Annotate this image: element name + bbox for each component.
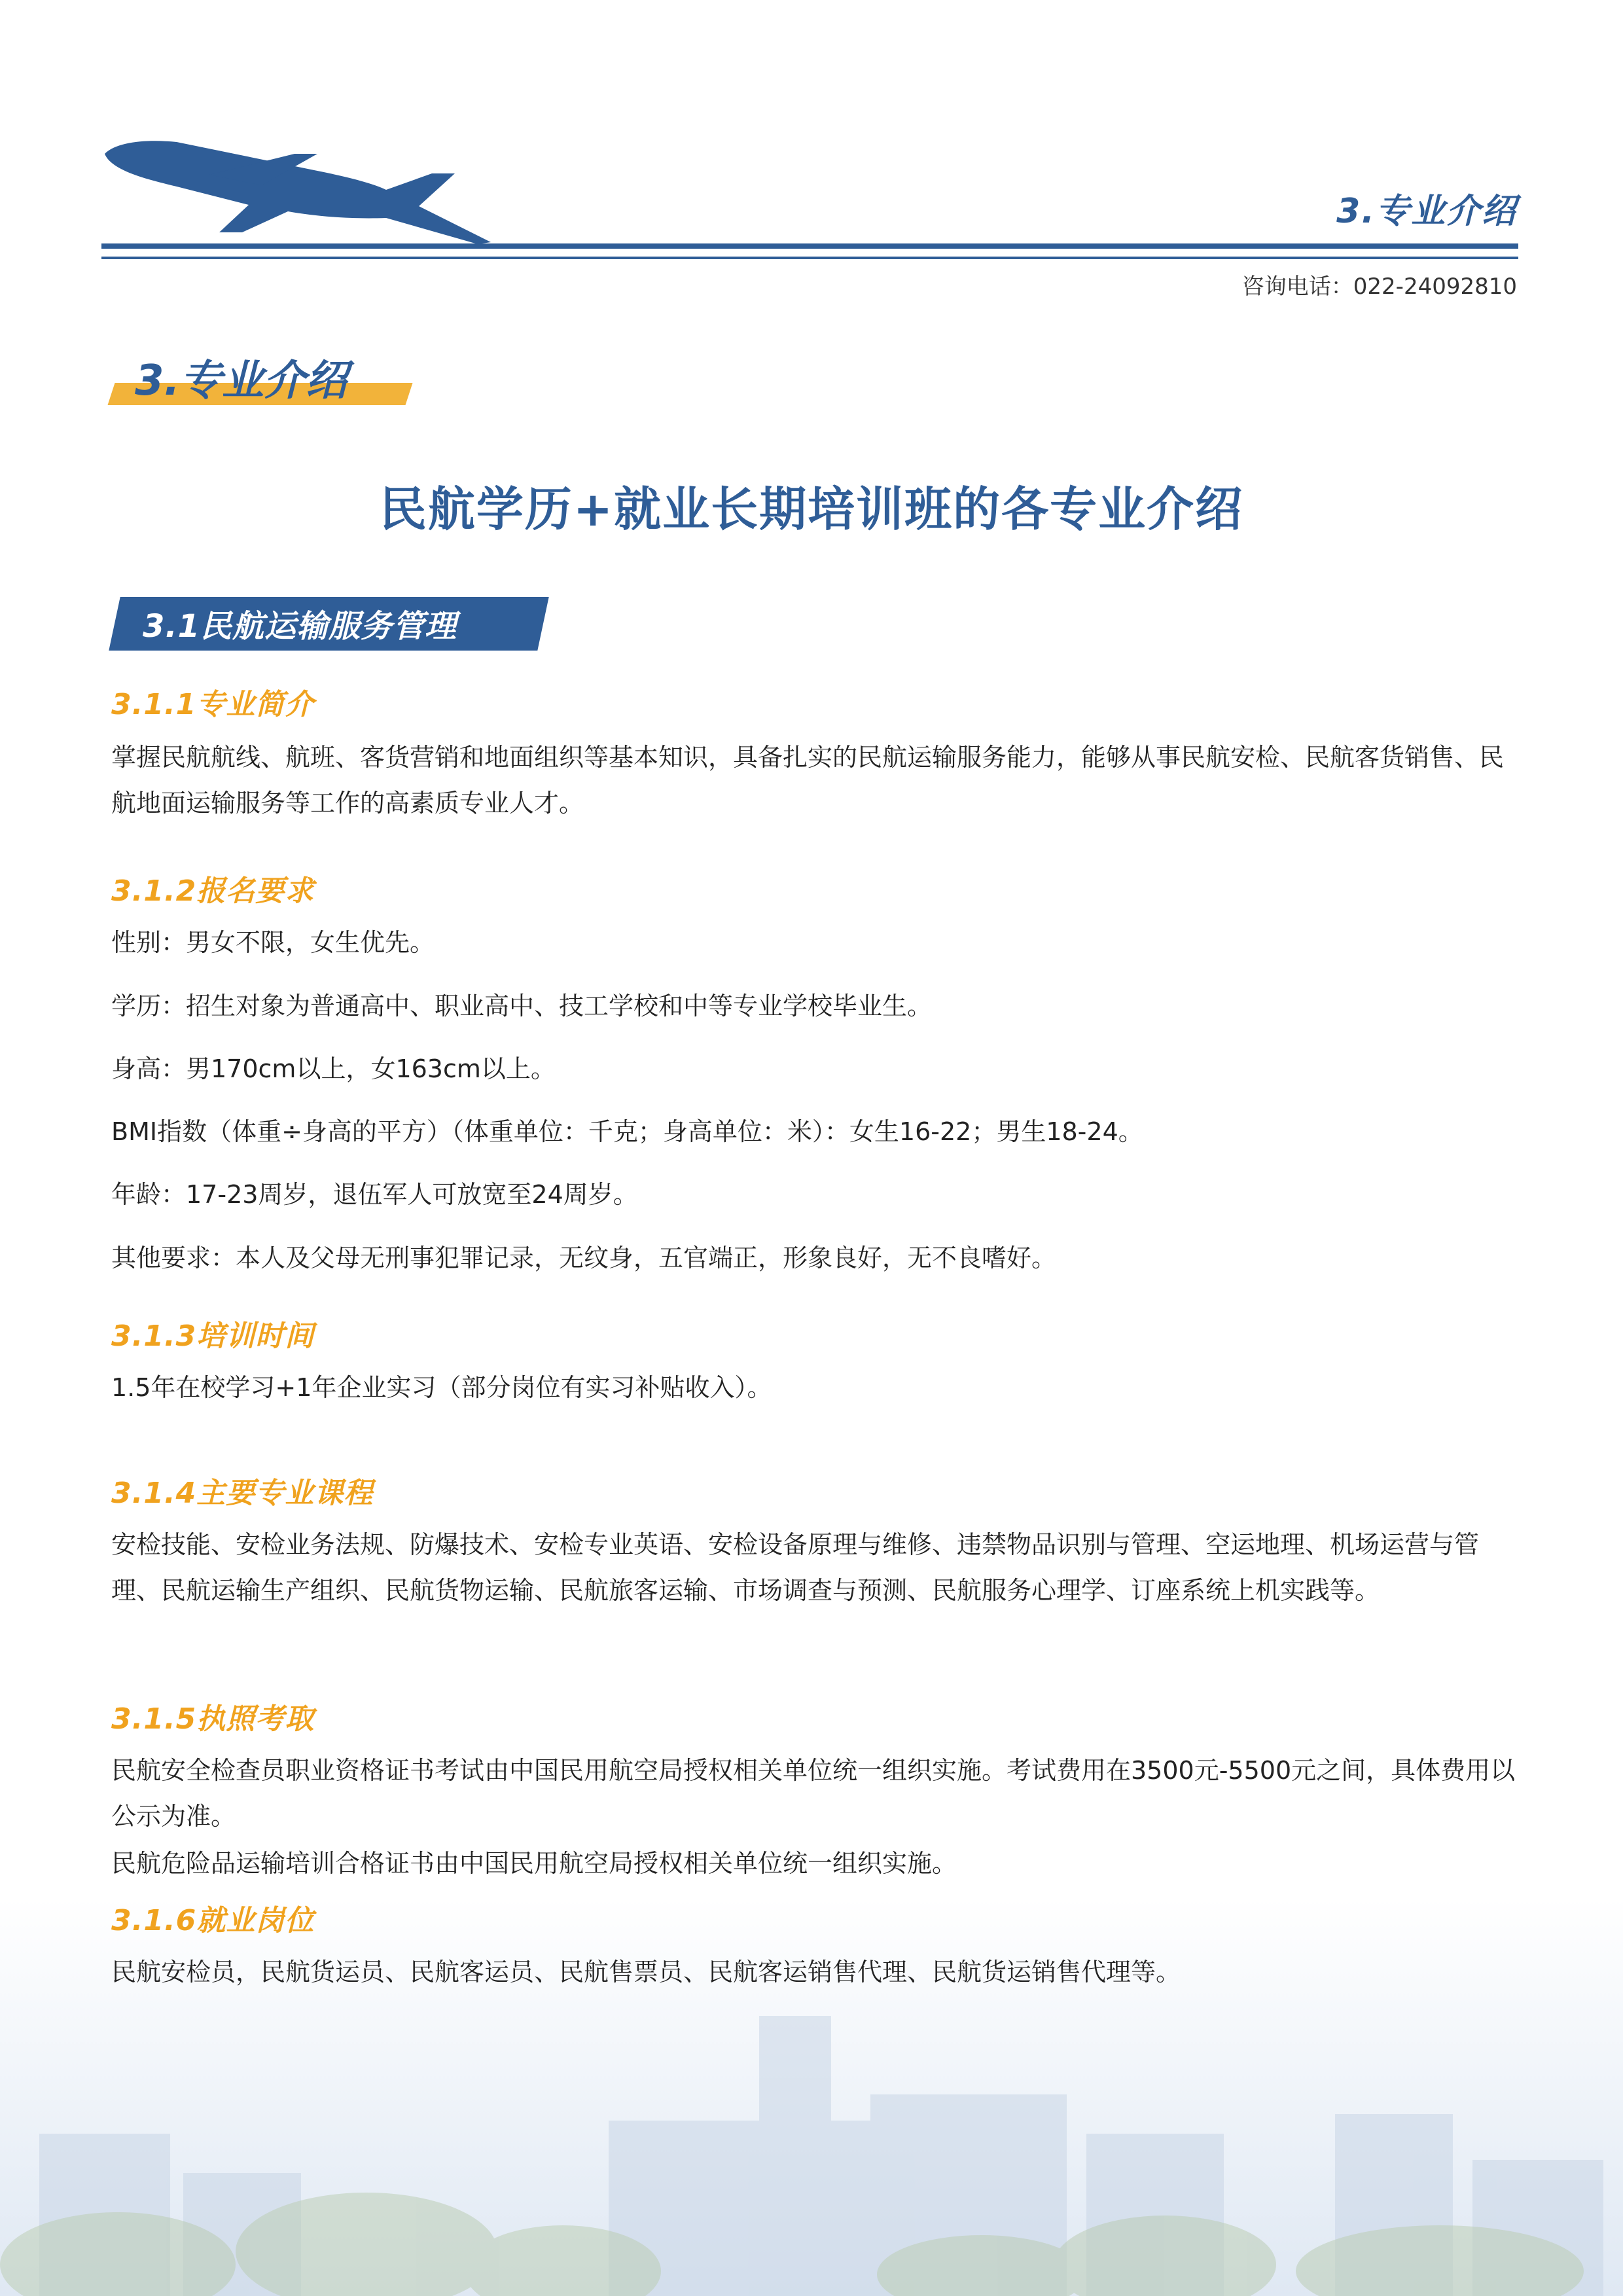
license-text: 民航安全检查员职业资格证书考试由中国民用航空局授权相关单位统一组织实施。考试费用在3500元-5500元之间，具体费用以公示为准。 xyxy=(111,1756,1516,1831)
header-divider xyxy=(101,243,1518,249)
requirement-item: BMI指数（体重÷身高的平方）（体重单位：千克；身高单位：米）：女生16-22；男生18-24。 xyxy=(111,1117,1143,1146)
requirement-item: 身高：男170cm以上，女163cm以上。 xyxy=(111,1054,556,1083)
requirement-item: 性别：男女不限，女生优先。 xyxy=(111,928,435,957)
section-tag-label: 3.专业介绍 xyxy=(135,357,348,405)
courses-text: 安检技能、安检业务法规、防爆技术、安检专业英语、安检设备原理与维修、违禁物品识别与管理、空运地理、机场运营与管理、民航运输生产组织、民航货物运输、民航旅客运输、市场调查与预测、民航服务心理学、订座系统上机实践等。 xyxy=(111,1530,1480,1605)
intro-heading: 3.1.1专业简介 xyxy=(111,688,315,721)
section-tag xyxy=(111,347,419,409)
training-time-text: 1.5年在校学习+1年企业实习（部分岗位有实习补贴收入）。 xyxy=(111,1373,772,1402)
requirement-item: 学历：招生对象为普通高中、职业高中、技工学校和中等专业学校毕业生。 xyxy=(111,992,933,1020)
requirements-heading: 3.1.2报名要求 xyxy=(111,874,315,908)
section-heading: 3.1民航运输服务管理 xyxy=(143,608,457,645)
header-title: 3.专业介绍 xyxy=(1336,192,1517,231)
airplane-logo-icon xyxy=(98,134,497,252)
jobs-heading: 3.1.6就业岗位 xyxy=(111,1904,315,1937)
contact-phone: 咨询电话：022-24092810 xyxy=(1241,274,1517,300)
license-heading: 3.1.5执照考取 xyxy=(111,1702,315,1736)
header-divider-thin xyxy=(101,257,1518,259)
jobs-text: 民航安检员，民航货运员、民航客运员、民航售票员、民航客运销售代理、民航货运销售代理等。 xyxy=(111,1958,1181,1986)
training-time-heading: 3.1.3培训时间 xyxy=(111,1319,315,1353)
requirement-item: 其他要求：本人及父母无刑事犯罪记录，无纹身，五官端正，形象良好，无不良嗜好。 xyxy=(111,1244,1057,1272)
intro-text: 掌握民航航线、航班、客货营销和地面组织等基本知识，具备扎实的民航运输服务能力，能够从事民航安检、民航客货销售、民航地面运输服务等工作的高素质专业人才。 xyxy=(111,743,1505,817)
courses-heading: 3.1.4主要专业课程 xyxy=(111,1477,374,1510)
page-title: 民航学历+就业长期培训班的各专业介绍 xyxy=(379,482,1244,537)
license-text-2: 民航危险品运输培训合格证书由中国民用航空局授权相关单位统一组织实施。 xyxy=(111,1849,957,1878)
requirement-item: 年龄：17-23周岁，退伍军人可放宽至24周岁。 xyxy=(111,1180,638,1209)
